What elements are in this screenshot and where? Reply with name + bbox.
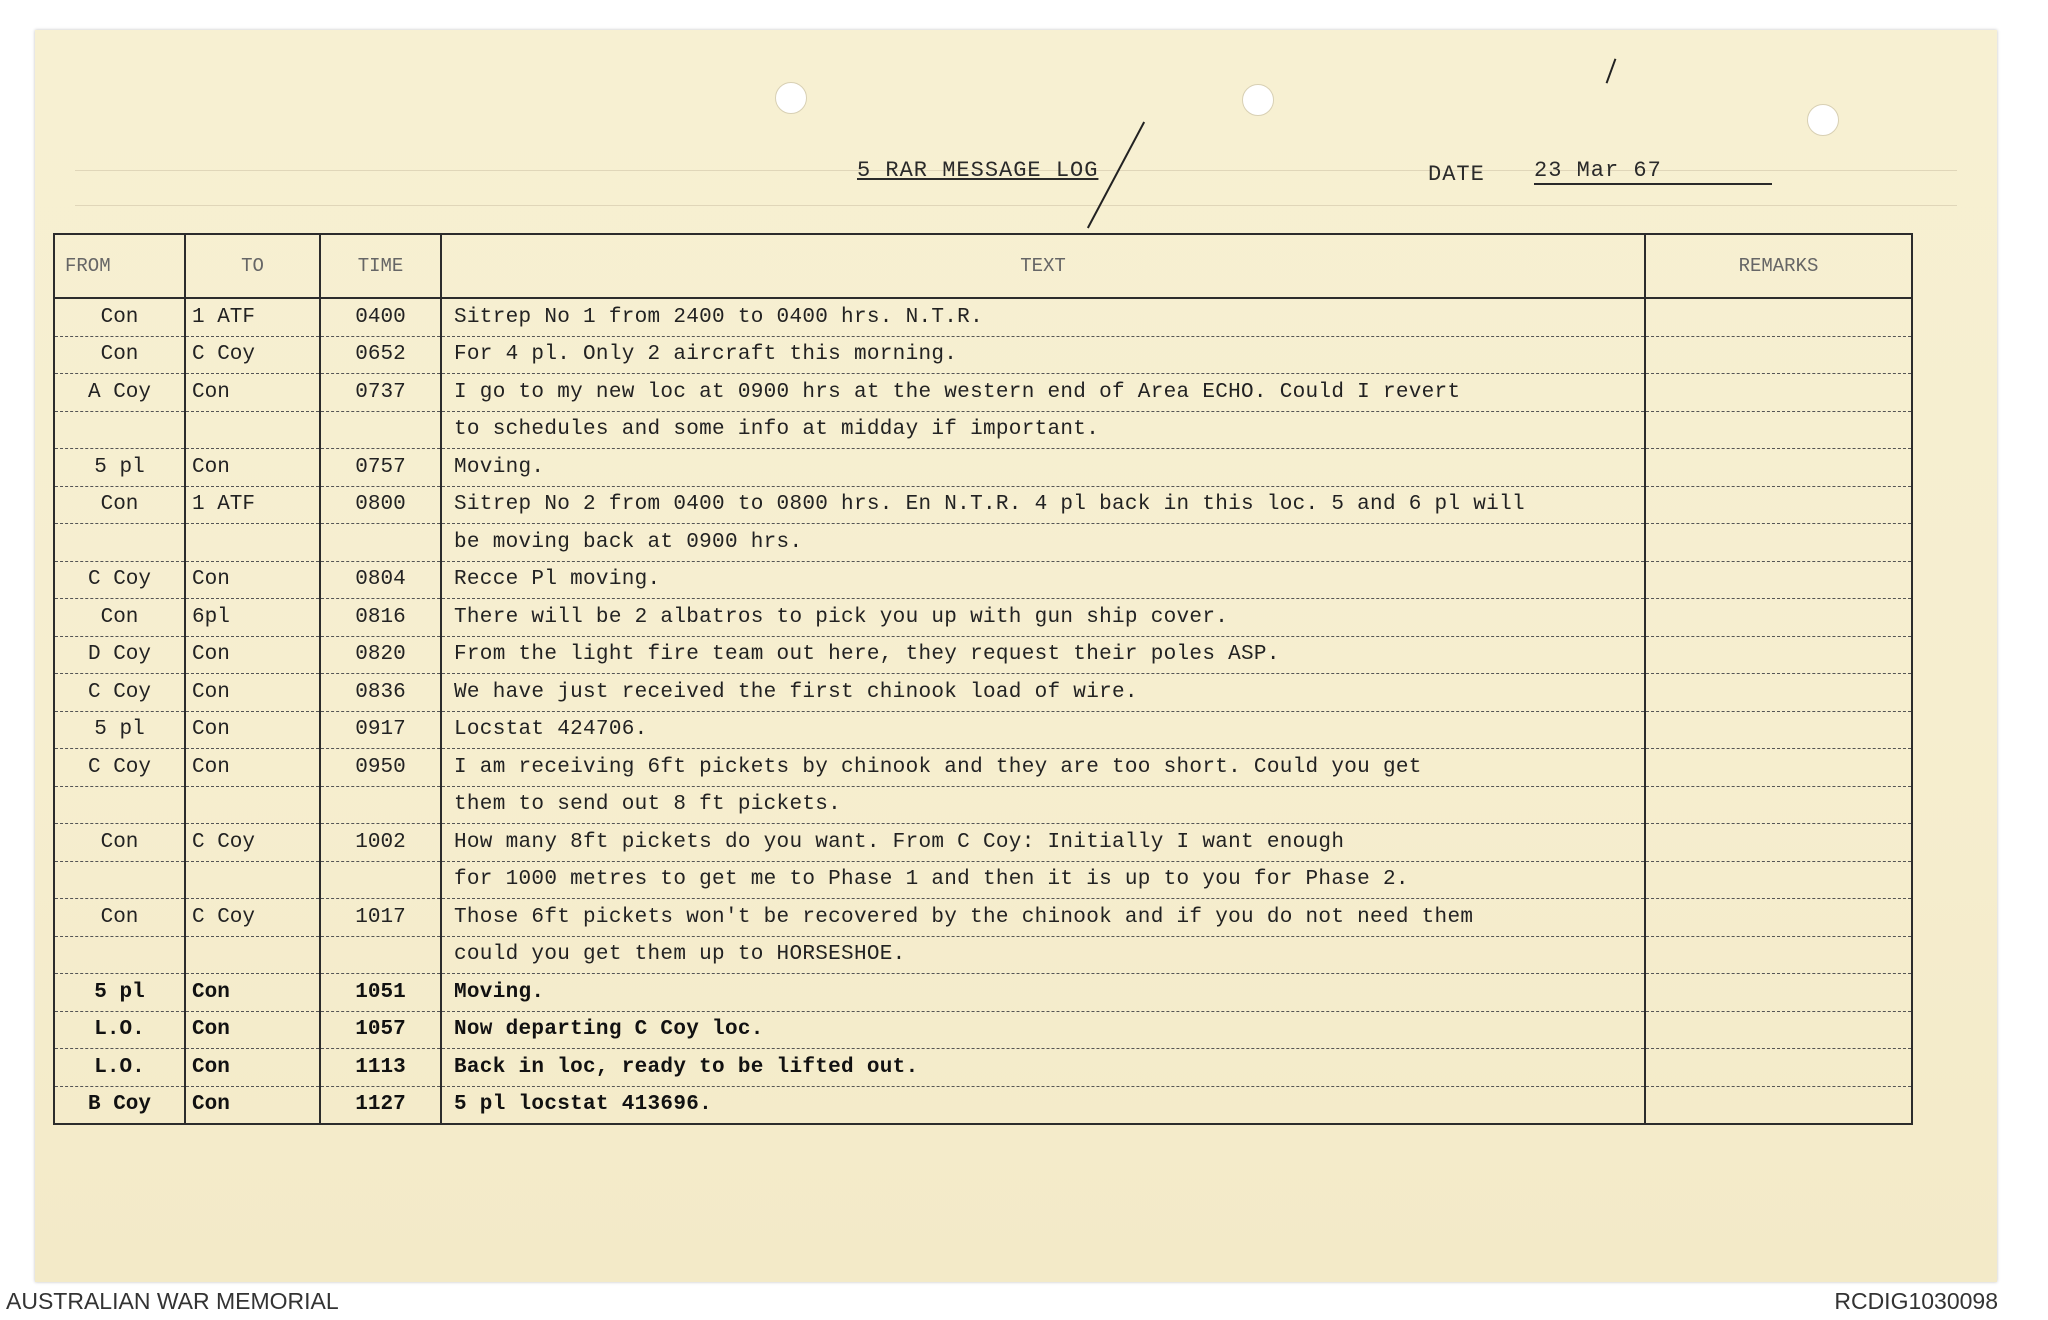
cell-time: 0804	[320, 561, 441, 599]
cell-remarks	[1645, 636, 1912, 674]
cell-from: C Coy	[54, 561, 185, 599]
table-row	[54, 674, 1912, 712]
cell-to: Con	[185, 674, 320, 712]
cell-text: them to send out 8 ft pickets.	[441, 786, 1645, 824]
pen-stroke	[1606, 58, 1617, 83]
date-value: 23 Mar 67	[1534, 158, 1772, 185]
cell-from	[54, 936, 185, 974]
cell-time: 0800	[320, 486, 441, 524]
table-row	[54, 561, 1912, 599]
table-row	[54, 974, 1912, 1012]
faint-ruling	[75, 205, 1957, 206]
cell-text: for 1000 metres to get me to Phase 1 and then it is up to you for Phase 2.	[441, 861, 1645, 899]
cell-to: C Coy	[185, 336, 320, 374]
cell-text: Moving.	[441, 974, 1645, 1012]
cell-from: C Coy	[54, 749, 185, 787]
cell-to: Con	[185, 711, 320, 749]
footer-reference-id: RCDIG1030098	[1834, 1288, 1998, 1314]
punch-hole	[1807, 104, 1839, 136]
cell-from: A Coy	[54, 374, 185, 412]
cell-to: 6pl	[185, 599, 320, 637]
cell-from: B Coy	[54, 1086, 185, 1124]
cell-remarks	[1645, 1011, 1912, 1049]
cell-time: 0757	[320, 449, 441, 487]
cell-text: Sitrep No 1 from 2400 to 0400 hrs. N.T.R.	[441, 298, 1645, 336]
cell-from: L.O.	[54, 1049, 185, 1087]
table-row	[54, 1086, 1912, 1124]
cell-text: Sitrep No 2 from 0400 to 0800 hrs. En N.T.R. 4 pl back in this loc. 5 and 6 pl will	[441, 486, 1645, 524]
cell-time: 1127	[320, 1086, 441, 1124]
cell-time	[320, 786, 441, 824]
table-row	[54, 411, 1912, 449]
date-label: DATE	[1428, 162, 1485, 187]
cell-from	[54, 786, 185, 824]
table-row	[54, 899, 1912, 937]
table-row	[54, 824, 1912, 862]
table-row	[54, 936, 1912, 974]
page-title: 5 RAR MESSAGE LOG	[857, 158, 1099, 183]
cell-time: 0400	[320, 298, 441, 336]
cell-from	[54, 524, 185, 562]
header-to: TO	[185, 234, 320, 298]
cell-from: 5 pl	[54, 974, 185, 1012]
footer-source: AUSTRALIAN WAR MEMORIAL	[6, 1288, 339, 1314]
table-row	[54, 486, 1912, 524]
cell-to: Con	[185, 1011, 320, 1049]
cell-remarks	[1645, 974, 1912, 1012]
cell-from: 5 pl	[54, 449, 185, 487]
table-row	[54, 599, 1912, 637]
cell-text: 5 pl locstat 413696.	[441, 1086, 1645, 1124]
cell-to	[185, 786, 320, 824]
cell-time	[320, 861, 441, 899]
cell-text: could you get them up to HORSESHOE.	[441, 936, 1645, 974]
cell-to: Con	[185, 636, 320, 674]
table-row	[54, 524, 1912, 562]
cell-from: Con	[54, 336, 185, 374]
cell-remarks	[1645, 599, 1912, 637]
header-from: FROM	[54, 234, 185, 298]
cell-to: Con	[185, 1049, 320, 1087]
table-row	[54, 711, 1912, 749]
cell-time: 0950	[320, 749, 441, 787]
cell-time	[320, 524, 441, 562]
cell-from: Con	[54, 486, 185, 524]
table-row	[54, 636, 1912, 674]
table-row	[54, 374, 1912, 412]
cell-remarks	[1645, 711, 1912, 749]
header-remarks: REMARKS	[1645, 234, 1912, 298]
header-time: TIME	[320, 234, 441, 298]
cell-from: Con	[54, 899, 185, 937]
cell-remarks	[1645, 524, 1912, 562]
cell-to	[185, 861, 320, 899]
cell-to: Con	[185, 561, 320, 599]
cell-time: 1017	[320, 899, 441, 937]
cell-to: Con	[185, 1086, 320, 1124]
cell-text: How many 8ft pickets do you want. From C Coy: Initially I want enough	[441, 824, 1645, 862]
header-text: TEXT	[441, 234, 1645, 298]
cell-from: Con	[54, 599, 185, 637]
cell-from	[54, 411, 185, 449]
cell-to: Con	[185, 749, 320, 787]
cell-time: 0816	[320, 599, 441, 637]
cell-from: C Coy	[54, 674, 185, 712]
cell-remarks	[1645, 1049, 1912, 1087]
cell-remarks	[1645, 449, 1912, 487]
cell-time	[320, 936, 441, 974]
cell-text: Those 6ft pickets won't be recovered by the chinook and if you do not need them	[441, 899, 1645, 937]
cell-remarks	[1645, 486, 1912, 524]
table-row	[54, 336, 1912, 374]
cell-to	[185, 411, 320, 449]
cell-remarks	[1645, 936, 1912, 974]
table-row	[54, 449, 1912, 487]
message-log-table	[53, 233, 1913, 1125]
table-row	[54, 786, 1912, 824]
cell-time	[320, 411, 441, 449]
cell-from: D Coy	[54, 636, 185, 674]
cell-to: Con	[185, 449, 320, 487]
cell-to	[185, 936, 320, 974]
table-row	[54, 749, 1912, 787]
cell-to: 1 ATF	[185, 486, 320, 524]
cell-remarks	[1645, 374, 1912, 412]
cell-text: There will be 2 albatros to pick you up with gun ship cover.	[441, 599, 1645, 637]
punch-hole	[1242, 84, 1274, 116]
cell-remarks	[1645, 1086, 1912, 1124]
cell-from: 5 pl	[54, 711, 185, 749]
cell-text: Locstat 424706.	[441, 711, 1645, 749]
cell-from: L.O.	[54, 1011, 185, 1049]
cell-remarks	[1645, 561, 1912, 599]
cell-to: Con	[185, 974, 320, 1012]
cell-remarks	[1645, 861, 1912, 899]
cell-time: 0652	[320, 336, 441, 374]
cell-text: be moving back at 0900 hrs.	[441, 524, 1645, 562]
cell-remarks	[1645, 298, 1912, 336]
cell-text: I go to my new loc at 0900 hrs at the western end of Area ECHO. Could I revert	[441, 374, 1645, 412]
cell-time: 1051	[320, 974, 441, 1012]
cell-time: 0737	[320, 374, 441, 412]
table-row	[54, 1049, 1912, 1087]
cell-text: From the light fire team out here, they request their poles ASP.	[441, 636, 1645, 674]
cell-text: Back in loc, ready to be lifted out.	[441, 1049, 1645, 1087]
cell-from	[54, 861, 185, 899]
cell-time: 1057	[320, 1011, 441, 1049]
cell-time: 0836	[320, 674, 441, 712]
cell-remarks	[1645, 749, 1912, 787]
table-header-row	[54, 234, 1912, 298]
cell-time: 0917	[320, 711, 441, 749]
cell-remarks	[1645, 786, 1912, 824]
cell-from: Con	[54, 298, 185, 336]
cell-remarks	[1645, 336, 1912, 374]
cell-remarks	[1645, 674, 1912, 712]
cell-text: Recce Pl moving.	[441, 561, 1645, 599]
table-row	[54, 298, 1912, 336]
cell-time: 1002	[320, 824, 441, 862]
cell-to: Con	[185, 374, 320, 412]
cell-text: Moving.	[441, 449, 1645, 487]
cell-time: 0820	[320, 636, 441, 674]
cell-to: C Coy	[185, 824, 320, 862]
cell-text: Now departing C Coy loc.	[441, 1011, 1645, 1049]
cell-to: C Coy	[185, 899, 320, 937]
cell-text: I am receiving 6ft pickets by chinook and they are too short. Could you get	[441, 749, 1645, 787]
cell-text: We have just received the first chinook load of wire.	[441, 674, 1645, 712]
table-row	[54, 861, 1912, 899]
table-row	[54, 1011, 1912, 1049]
cell-text: For 4 pl. Only 2 aircraft this morning.	[441, 336, 1645, 374]
message-log-sheet	[35, 30, 1997, 1282]
cell-remarks	[1645, 899, 1912, 937]
cell-from: Con	[54, 824, 185, 862]
cell-time: 1113	[320, 1049, 441, 1087]
cell-text: to schedules and some info at midday if important.	[441, 411, 1645, 449]
punch-hole	[775, 82, 807, 114]
cell-remarks	[1645, 411, 1912, 449]
cell-to	[185, 524, 320, 562]
cell-remarks	[1645, 824, 1912, 862]
cell-to: 1 ATF	[185, 298, 320, 336]
